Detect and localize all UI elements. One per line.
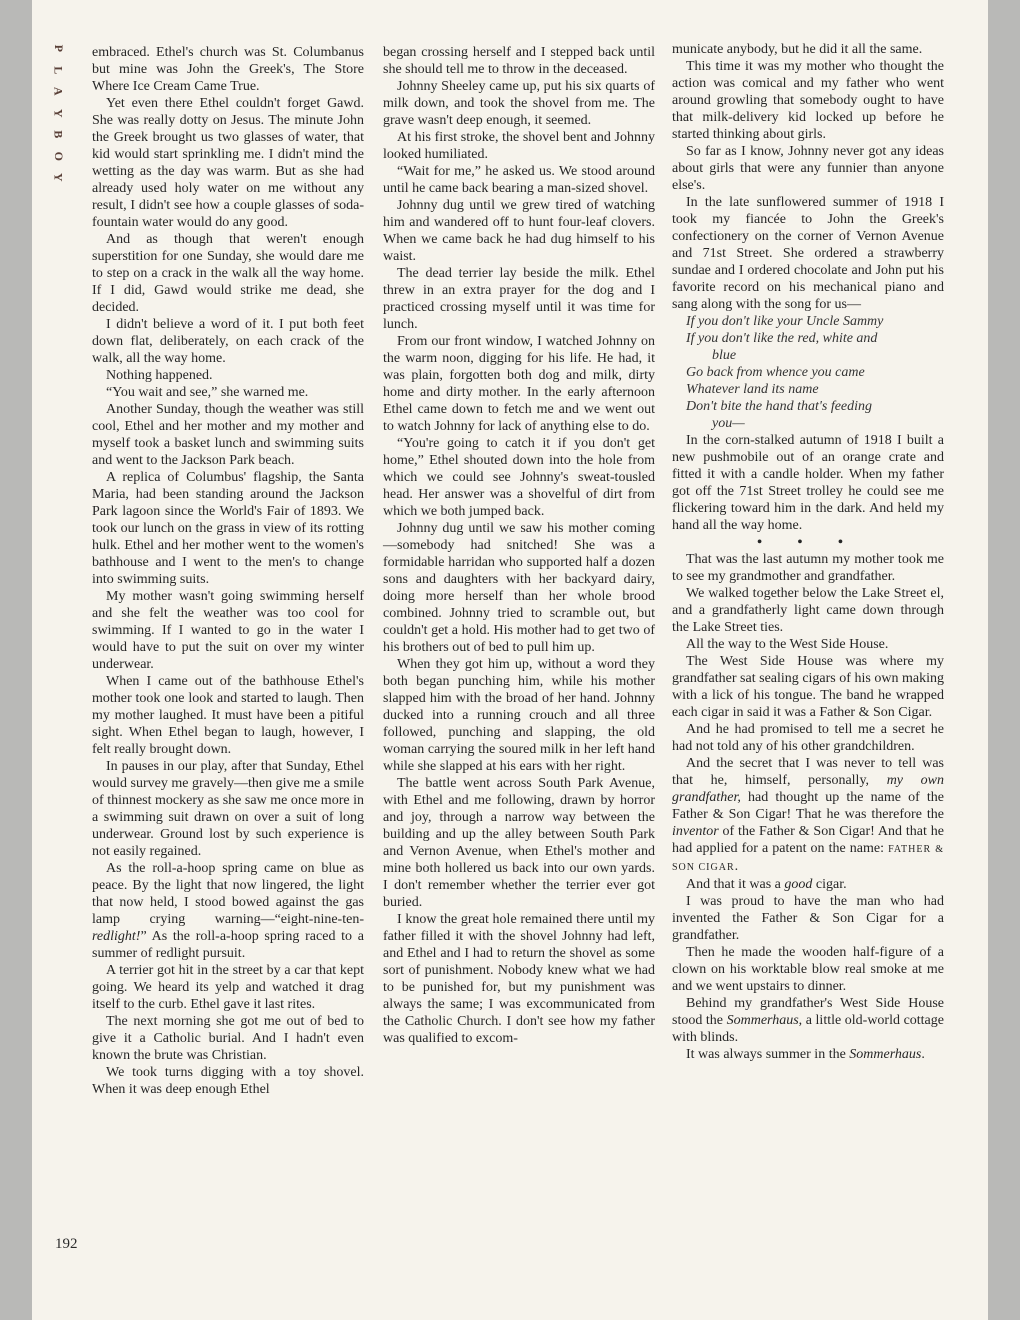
text-column-1 <box>92 44 364 1098</box>
verse-line: Don't bite the hand that's feeding <box>686 399 873 414</box>
running-head <box>48 38 68 189</box>
paragraph: Nothing happened. <box>106 368 213 383</box>
paragraph: The dead terrier lay beside the milk. Ethel threw in an extra prayer for the dog and I practiced crossing myself until it was time for lunch. <box>383 266 655 332</box>
verse-line: blue <box>712 348 737 363</box>
paragraph: Another Sunday, though the weather was still cool, Ethel and her mother and my mother and myself took a basket lunch and swimming suits and went to the Jackson Park beach. <box>92 402 364 468</box>
paragraph: The West Side House was where my grandfather sat sealing cigars of his own making with a lick of his tongue. The band he wrapped each cigar in said it was a Father & Son Cigar. <box>672 654 944 720</box>
paragraph: In the corn-stalked autumn of 1918 I built a new pushmobile out of an orange crate and fitted it with a candle holder. When my father got off the 71st Street trolley he could see me flickering toward him in the dark. And held my hand all the way home. <box>672 433 944 533</box>
paragraph: And that it was a good cigar. <box>686 877 847 892</box>
paragraph: When I came out of the bathhouse Ethel's mother took one look and started to laugh. Then my mother laughed. It must have been a pitiful sight. When Ethel began to laugh, however, I felt really brought down. <box>92 674 364 757</box>
running-head-letter: O <box>51 151 66 162</box>
paragraph: Johnny dug until we saw his mother coming—somebody had snitched! She was a formidable harridan who supported half a dozen sons and daughters with her backyard dairy, doing more herself than her whole brood combined. Johnny tried to scramble out, but couldn't get a hold. His mother had to get two of his brothers out of bed to pull him up. <box>383 521 655 655</box>
paragraph: All the way to the West Side House. <box>686 637 889 652</box>
paragraph: It was always summer in the Sommerhaus. <box>686 1047 925 1062</box>
magazine-page <box>32 0 988 1320</box>
text-column-3 <box>672 41 944 1063</box>
paragraph: embraced. Ethel's church was St. Columbanus but mine was John the Greek's, The Store Where Ice Cream Came True. <box>92 45 364 94</box>
running-head-letter: Y <box>51 172 66 183</box>
paragraph: “Wait for me,” he asked us. We stood around until he came back bearing a man-sized shovel. <box>383 164 655 196</box>
paragraph: We took turns digging with a toy shovel. When it was deep enough Ethel <box>92 1065 364 1097</box>
paragraph: That was the last autumn my mother took me to see my grandmother and grandfather. <box>672 552 944 584</box>
paragraph: As the roll-a-hoop spring came on blue as peace. By the light that now lingered, the light that now held, I stood bowed against the gas lamp crying warning—“eight-nine-ten-redlight!” As the roll-a-hoop spring raced to a summer of redlight pursuit. <box>92 861 364 961</box>
paragraph: municate anybody, but he did it all the same. <box>672 42 923 57</box>
paragraph: Yet even there Ethel couldn't forget Gawd. She was really dotty on Jesus. The minute John the Greek brought us two glasses of water, that kid would start sprinkling me. I didn't mind the wetting as the day was warm. But as she had already used holy water on me without any result, I didn't see how a couple glasses of soda-fountain water would do any good. <box>92 96 364 230</box>
section-break: • • • <box>757 535 859 550</box>
paragraph: Behind my grandfather's West Side House stood the Sommerhaus, a little old-world cottage with blinds. <box>672 996 944 1045</box>
paragraph: So far as I know, Johnny never got any ideas about girls that were any funnier than anyone else's. <box>672 144 944 193</box>
verse-line: If you don't like the red, white and <box>686 331 878 346</box>
paragraph: My mother wasn't going swimming herself and she felt the weather was too cool for swimming. If I wanted to go in the water I would have to put the suit on over my winter underwear. <box>92 589 364 672</box>
paragraph: This time it was my mother who thought the action was comical and my father who went around growling that somebody ought to have that milk-delivery kid locked up before he started thinking about girls. <box>672 59 944 142</box>
paragraph: From our front window, I watched Johnny on the warm noon, digging for his life. He had, it was plain, forgotten both dog and milk, dirty home and dirty mother. In the early afternoon Ethel came down to fetch me and we went out to watch Johnny for lack of anything else to do. <box>383 334 655 434</box>
paragraph: I know the great hole remained there until my father filled it with the shovel Johnny had left, and Ethel and I had to return the shovel as some sort of punishment. Nobody knew what we had to be punished for, but my punishment was always the same; I was excommunicated from the Catholic Church. I don't see how my father was qualified to excom- <box>383 912 655 1046</box>
paragraph: The next morning she got me out of bed to give it a Catholic burial. And I hadn't even known the brute was Christian. <box>92 1014 364 1063</box>
paragraph: In pauses in our play, after that Sunday, Ethel would survey me gravely—then give me a smile of thinnest mockery as she saw me once more in a swimming suit drawn on over a suit of long underwear. Ground lost by such experience is not easily regained. <box>92 759 364 859</box>
verse-line: you— <box>712 416 745 431</box>
paragraph: In the late sunflowered summer of 1918 I took my fiancée to John the Greek's confectionery on the corner of Vernon Avenue and 71st Street. She ordered a strawberry sundae and I ordered chocolate and John put his favorite record on his mechanical piano and sang along with the song for us— <box>672 195 944 312</box>
running-head-letter: B <box>51 130 66 140</box>
paragraph: And as though that weren't enough superstition for one Sunday, she would dare me to step on a crack in the walk all the way home. If I did, Gawd would strike me dead, she decided. <box>92 232 364 315</box>
paragraph: We walked together below the Lake Street el, and a grandfatherly light came down through the Lake Street ties. <box>672 586 944 635</box>
paragraph: When they got him up, without a word they both began punching him, while his mother slapped him with the broad of her hand. Johnny ducked into a running crouch and all three followed, punching and slapping, the old woman carrying the soured milk in her left hand while she slapped at his ears with her right. <box>383 657 655 774</box>
paragraph: The battle went across South Park Avenue, with Ethel and me following, drawn by horror and joy, through a narrow way between the building and up the alley between South Park and Vernon Avenue, when Ethel's mother and mine both hollered us back into our own yards. I don't remember whether the terrier ever got buried. <box>383 776 655 910</box>
paragraph: I was proud to have the man who had invented the Father & Son Cigar for a grandfather. <box>672 894 944 943</box>
paragraph: At his first stroke, the shovel bent and Johnny looked humiliated. <box>383 130 655 162</box>
text-column-2 <box>383 44 655 1047</box>
running-head-letter: A <box>51 86 66 97</box>
running-head-letter: P <box>51 44 66 53</box>
paragraph: I didn't believe a word of it. I put both feet down flat, deliberately, on each crack of the walk, all the way home. <box>92 317 364 366</box>
paragraph: A replica of Columbus' flagship, the Santa Maria, had been standing around the Jackson Park lagoon since the World's Fair of 1893. We took our lunch on the grass in view of its rotting hulk. Ethel and her mother went to the women's bathhouse and I went to the men's to change into swimming suits. <box>92 470 364 587</box>
paragraph: began crossing herself and I stepped back until she should tell me to throw in the deceased. <box>383 45 655 77</box>
verse-line: Go back from whence you came <box>686 365 865 380</box>
verse-line: Whatever land its name <box>686 382 819 397</box>
paragraph: And he had promised to tell me a secret he had not told any of his other grandchildren. <box>672 722 944 754</box>
paragraph: Then he made the wooden half-figure of a clown on his worktable blow real smoke at me and we went upstairs to dinner. <box>672 945 944 994</box>
paragraph: A terrier got hit in the street by a car that kept going. We heard its yelp and watched it drag itself to the curb. Ethel gave it last rites. <box>92 963 364 1012</box>
running-head-letter: L <box>51 65 66 75</box>
paragraph: And the secret that I was never to tell was that he, himself, personally, my own grandfather, had thought up the name of the Father & Son Cigar! That he was therefore the inventor of the Father & Son Cigar! And that he had applied for a patent on the name: FATHER & SON CIGAR. <box>672 756 944 874</box>
paragraph: Johnny dug until we grew tired of watching him and wandered off to hunt four-leaf clovers. When we came back he had dug himself to his waist. <box>383 198 655 264</box>
paragraph: Johnny Sheeley came up, put his six quarts of milk down, and took the shovel from me. The grave wasn't deep enough, it seemed. <box>383 79 655 128</box>
running-head-letter: Y <box>51 108 66 119</box>
verse-line: If you don't like your Uncle Sammy <box>686 314 884 329</box>
page-number: 192 <box>55 1236 78 1252</box>
paragraph: “You wait and see,” she warned me. <box>106 385 309 400</box>
paragraph: “You're going to catch it if you don't get home,” Ethel shouted down into the hole from which we could see Johnny's sweat-tousled head. Her answer was a shovelful of dirt from which we both jumped back. <box>383 436 655 519</box>
